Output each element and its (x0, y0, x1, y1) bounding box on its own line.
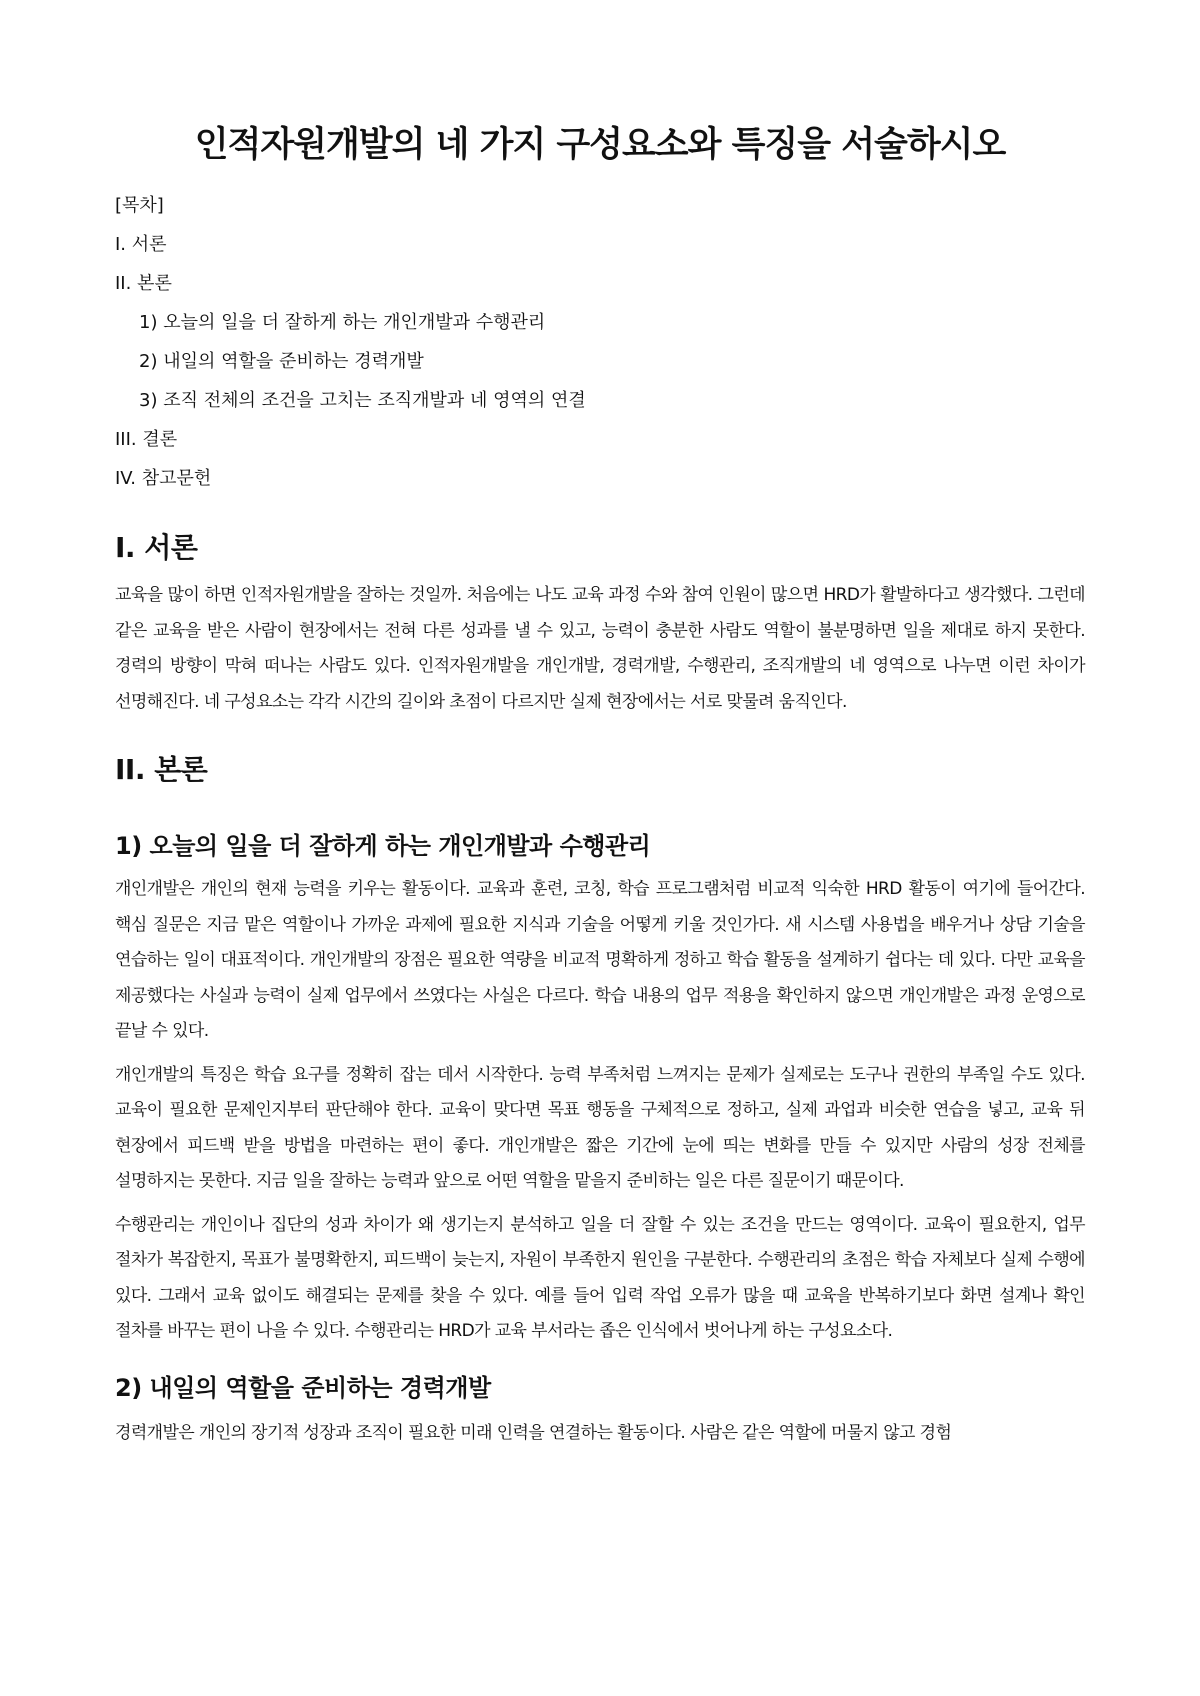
toc-subitem-1: 1) 오늘의 일을 더 잘하게 하는 개인개발과 수행관리 (139, 312, 546, 333)
section1-paragraph-2: 개인개발의 특징은 학습 요구를 정확히 잡는 데서 시작한다. 능력 부족처럼 느껴지는 문제가 실제로는 도구나 권한의 부족일 수도 있다. 교육이 필요한 문제인지부터 판단해야 한다. 교육이 맞다면 목표 행동을 구체적으로 정하고, 실제 과업과 비슷한 연습을 넣고, 교육 뒤 현장에서 피드백 받을 방법을 마련하는 편이 좋다. 개인개발은 짧은 기간에 눈에 띄는 변화를 만들 수 있지만 사람의 성장 전체를 설명하지는 못한다. 지금 일을 잘하는 능력과 앞으로 어떤 역할을 맡을지 준비하는 일은 다른 질문이기 때문이다. (115, 1064, 1085, 1191)
toc-item-references: IV. 참고문헌 (115, 468, 212, 489)
toc-item-intro: I. 서론 (115, 234, 167, 255)
section2-heading: 2) 내일의 역할을 준비하는 경력개발 (115, 1373, 491, 1402)
toc-item-conclusion: III. 결론 (115, 429, 178, 450)
toc-subitem-3: 3) 조직 전체의 조건을 고치는 조직개발과 네 영역의 연결 (139, 390, 586, 411)
section1-heading: 1) 오늘의 일을 더 잘하게 하는 개인개발과 수행관리 (115, 832, 651, 860)
document-title: 인적자원개발의 네 가지 구성요소와 특징을 서술하시오 (194, 125, 1006, 165)
section2-paragraph-1: 경력개발은 개인의 장기적 성장과 조직이 필요한 미래 인력을 연결하는 활동이다. 사람은 같은 역할에 머물지 않고 경험 (115, 1422, 952, 1443)
section1-paragraph-3: 수행관리는 개인이나 집단의 성과 차이가 왜 생기는지 분석하고 일을 더 잘할 수 있는 조건을 만드는 영역이다. 교육이 필요한지, 업무 절차가 복잡한지, 목표가 불명확한지, 피드백이 늦는지, 자원이 부족한지 원인을 구분한다. 수행관리의 초점은 학습 자체보다 실제 수행에 있다. 그래서 교육 없이도 해결되는 문제를 찾을 수 있다. 예를 들어 입력 작업 오류가 많을 때 교육을 반복하기보다 화면 설계나 확인 절차를 바꾸는 편이 나을 수 있다. 수행관리는 HRD가 교육 부서라는 좁은 인식에서 벗어나게 하는 구성요소다. (115, 1214, 1085, 1341)
toc-heading: [목차] (115, 195, 164, 216)
intro-heading: I. 서론 (115, 531, 198, 564)
toc-subitem-2: 2) 내일의 역할을 준비하는 경력개발 (139, 351, 424, 372)
body-heading: II. 본론 (115, 753, 208, 786)
section1-paragraph-1: 개인개발은 개인의 현재 능력을 키우는 활동이다. 교육과 훈련, 코칭, 학습 프로그램처럼 비교적 익숙한 HRD 활동이 여기에 들어간다. 핵심 질문은 지금 맡은 역할이나 가까운 과제에 필요한 지식과 기술을 어떻게 키울 것인가다. 새 시스템 사용법을 배우거나 상담 기술을 연습하는 일이 대표적이다. 개인개발의 장점은 필요한 역량을 비교적 명확하게 정하고 학습 활동을 설계하기 쉽다는 데 있다. 다만 교육을 제공했다는 사실과 능력이 실제 업무에서 쓰였다는 사실은 다르다. 학습 내용의 업무 적용을 확인하지 않으면 개인개발은 과정 운영으로 끝날 수 있다. (115, 879, 1085, 1041)
intro-paragraph: 교육을 많이 하면 인적자원개발을 잘하는 것일까. 처음에는 나도 교육 과정 수와 참여 인원이 많으면 HRD가 활발하다고 생각했다. 그런데 같은 교육을 받은 사람이 현장에서는 전혀 다른 성과를 낼 수 있고, 능력이 충분한 사람도 역할이 불분명하면 일을 제대로 하지 못한다. 경력의 방향이 막혀 떠나는 사람도 있다. 인적자원개발을 개인개발, 경력개발, 수행관리, 조직개발의 네 영역으로 나누면 이런 차이가 선명해진다. 네 구성요소는 각각 시간의 길이와 초점이 다르지만 실제 현장에서는 서로 맞물려 움직인다. (115, 585, 1085, 712)
toc-item-body: II. 본론 (115, 273, 172, 294)
table-of-contents (115, 186, 1085, 498)
